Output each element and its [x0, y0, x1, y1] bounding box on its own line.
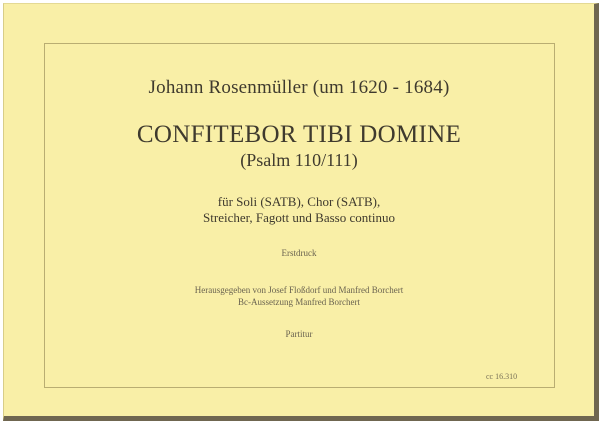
composer-name: Johann Rosenmüller (um 1620 - 1684) [148, 77, 450, 98]
editors-line: Herausgegeben von Josef Floßdorf und Manfred Borchert [194, 285, 404, 295]
continuo-realization-line: Bc-Aussetzung Manfred Borchert [238, 297, 360, 307]
work-subtitle: (Psalm 110/111) [240, 150, 358, 170]
instrumentation-line-2: Streicher, Fagott und Basso continuo [203, 210, 395, 225]
instrumentation-line-1: für Soli (SATB), Chor (SATB), [217, 194, 381, 209]
score-cover [3, 3, 599, 421]
catalog-number: cc 16.310 [486, 372, 518, 381]
score-type-label: Partitur [285, 329, 313, 339]
edition-note: Erstdruck [281, 248, 317, 258]
work-title: CONFITEBOR TIBI DOMINE [136, 121, 462, 148]
